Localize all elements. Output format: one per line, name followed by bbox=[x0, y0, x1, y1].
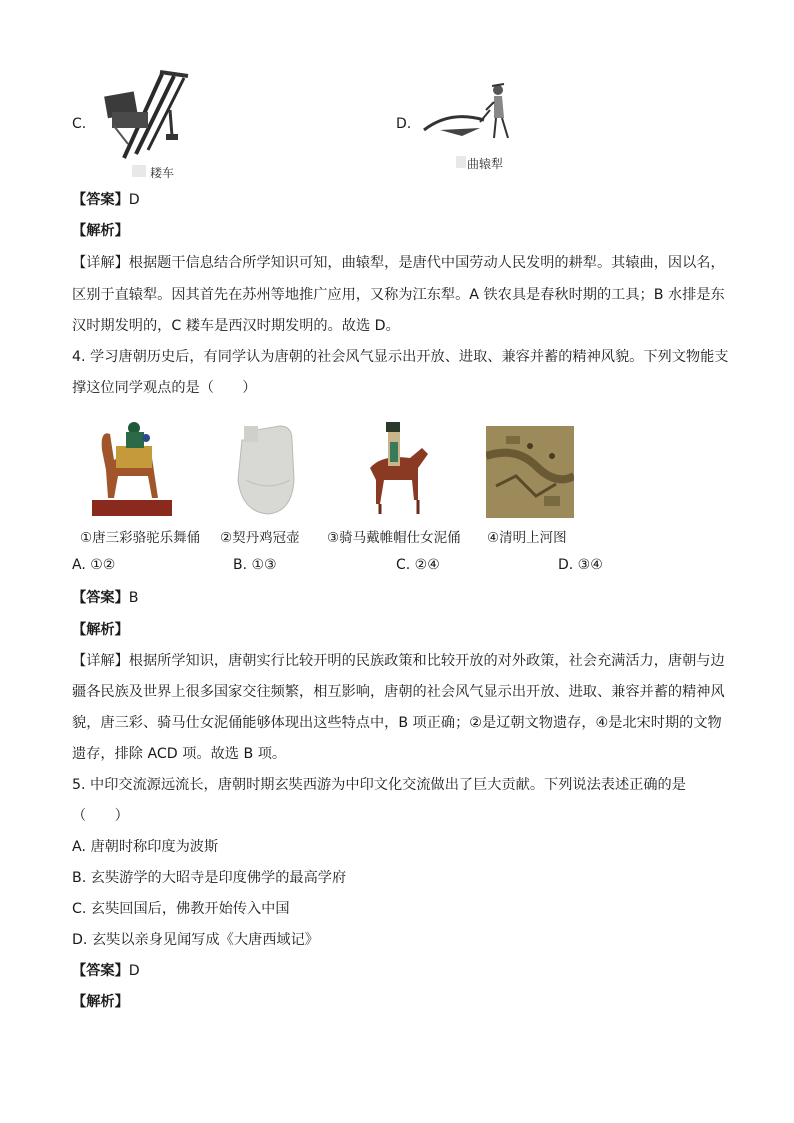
q4-analysis-label: 【解析】 bbox=[72, 622, 129, 638]
q4-detail-line: 【详解】根据所学知识，唐朝实行比较开明的民族政策和比较开放的对外政策，社会充满活力，唐朝与边 bbox=[72, 653, 725, 669]
curved-plow-image bbox=[420, 80, 520, 144]
q4-stem-line: 4. 学习唐朝历史后，有同学认为唐朝的社会风气显示出开放、进取、兼容并蓄的精神风貌。下列文物能支 bbox=[72, 349, 729, 365]
answer-label: 【答案】 bbox=[72, 590, 129, 606]
option-d-caption: 曲辕犁 bbox=[467, 157, 504, 171]
image-caption-3: ③骑马戴帷帽仕女泥俑 bbox=[327, 530, 461, 546]
q5-stem-line: 5. 中印交流源远流长，唐朝时期玄奘西游为中印文化交流做出了巨大贡献。下列说法表述正确的是 bbox=[72, 777, 686, 793]
image-caption-4: ④清明上河图 bbox=[487, 530, 567, 546]
q4-option-a: A. ①② bbox=[72, 557, 116, 573]
q4-option-c: C. ②④ bbox=[396, 557, 440, 573]
q4-option-d: D. ③④ bbox=[558, 557, 603, 573]
option-c-label: C. bbox=[72, 116, 87, 132]
caption-mark bbox=[456, 156, 466, 168]
q5-option-a: A. 唐朝时称印度为波斯 bbox=[72, 839, 219, 855]
q3-detail-line: 汉时期发明的，C 耧车是西汉时期发明的。故选 D。 bbox=[72, 318, 400, 334]
q5-option-d: D. 玄奘以亲身见闻写成《大唐西域记》 bbox=[72, 932, 319, 948]
q3-analysis-label: 【解析】 bbox=[72, 223, 129, 239]
q5-option-b: B. 玄奘游学的大昭寺是印度佛学的最高学府 bbox=[72, 870, 347, 886]
q4-detail-line: 貌，唐三彩、骑马仕女泥俑能够体现出这些特点中，B 项正确；②是辽朝文物遗存，④是北宋时期的文物 bbox=[72, 715, 722, 731]
q5-option-c: C. 玄奘回国后，佛教开始传入中国 bbox=[72, 901, 290, 917]
answer-value: B bbox=[128, 590, 139, 606]
qingming-scroll-image bbox=[486, 426, 574, 518]
q4-stem-line: 撑这位同学观点的是（ ） bbox=[72, 380, 257, 396]
horse-rider-figurine-image bbox=[362, 418, 432, 518]
q4-detail-line: 遗存，排除 ACD 项。故选 B 项。 bbox=[72, 746, 287, 762]
q3-detail-line: 区别于直辕犁。因其首先在苏州等地推广应用，又称为江东犁。A 铁农具是春秋时期的工具；B 水排是东 bbox=[72, 287, 725, 303]
cockscomb-pot-image bbox=[232, 420, 304, 518]
q3-detail-line: 【详解】根据题干信息结合所学知识可知，曲辕犁，是唐代中国劳动人民发明的耕犁。其辕曲，因以名， bbox=[72, 255, 725, 271]
q4-option-b: B. ①③ bbox=[233, 557, 277, 573]
q4-answer bbox=[72, 588, 139, 608]
camel-figurine-image bbox=[88, 410, 176, 518]
q3-answer bbox=[72, 190, 140, 210]
option-c-caption: 耧车 bbox=[150, 166, 175, 180]
q5-answer bbox=[72, 961, 140, 981]
seed-drill-image bbox=[100, 66, 192, 162]
answer-value: D bbox=[128, 963, 140, 979]
image-caption-1: ①唐三彩骆驼乐舞俑 bbox=[80, 530, 201, 546]
q5-stem-line: （ ） bbox=[72, 808, 129, 824]
image-caption-2: ②契丹鸡冠壶 bbox=[220, 530, 300, 546]
answer-label: 【答案】 bbox=[72, 963, 129, 979]
caption-mark bbox=[132, 165, 146, 177]
option-d-label: D. bbox=[396, 116, 412, 132]
q4-detail-line: 疆各民族及世界上很多国家交往频繁，相互影响，唐朝的社会风气显示出开放、进取、兼容并蓄的精神风 bbox=[72, 684, 725, 700]
q5-analysis-label: 【解析】 bbox=[72, 994, 129, 1010]
answer-label: 【答案】 bbox=[72, 192, 129, 208]
answer-value: D bbox=[128, 192, 140, 208]
